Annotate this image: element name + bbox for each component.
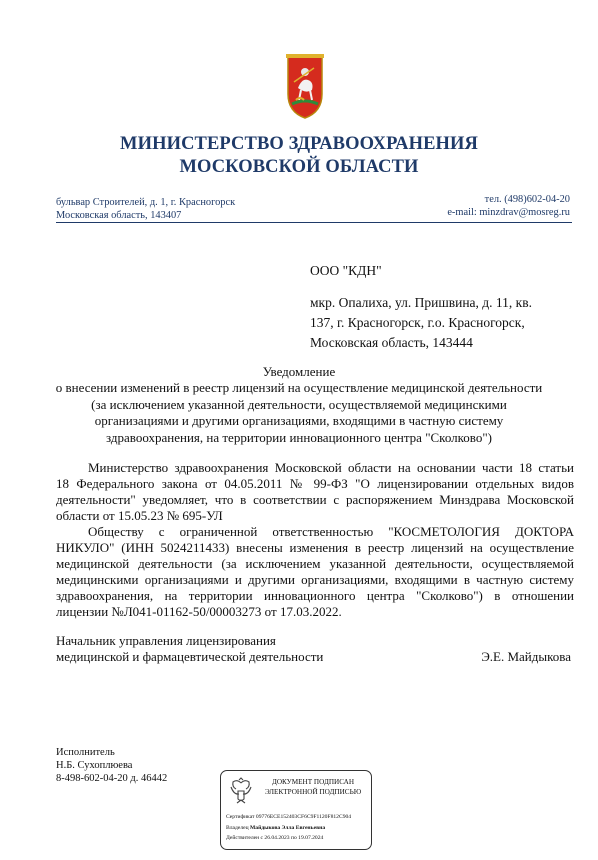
body-line: 18 Федерального закона от 04.05.2011 № 99-ФЗ "О лицензировании отдельных видов — [56, 476, 574, 492]
signatory-position-line1: Начальник управления лицензирования — [56, 633, 276, 648]
stamp-title — [257, 778, 369, 797]
double-headed-eagle-icon — [229, 777, 253, 807]
signatory-position — [56, 633, 323, 665]
stamp-certificate-label: Сертификат — [226, 814, 255, 820]
executor-label: Исполнитель — [56, 747, 115, 758]
body-line: здравоохранения, на территории инновационного центра "Сколково") в отношении — [56, 588, 574, 604]
recipient-org: ООО "КДН" — [310, 263, 382, 278]
notice-subject-line: здравоохранения, на территории инновационного центра "Сколково") — [106, 429, 492, 445]
header-divider — [56, 222, 572, 223]
signatory-position-line2: медицинской и фармацевтической деятельности — [56, 649, 324, 664]
stamp-validity: Действителен с 26.04.2023 по 19.07.2024 — [226, 835, 324, 841]
body-line: деятельности" уведомляет, что в соответствии с распоряжением Минздрава Московской — [56, 492, 574, 508]
ministry-title — [0, 133, 598, 179]
address-line1: бульвар Строителей, д. 1, г. Красногорск — [56, 197, 236, 208]
executor-name: Н.Б. Сухоплюева — [56, 760, 133, 771]
body-paragraph-2 — [56, 524, 574, 621]
notice-title: Уведомление — [262, 364, 336, 379]
recipient-address-line: 137, г. Красногорск, г.о. Красногорск, — [310, 315, 525, 330]
recipient-address — [310, 293, 532, 353]
stamp-title-line2: ЭЛЕКТРОННОЙ ПОДПИСЬЮ — [264, 787, 362, 796]
body-line: лицензии №Л041-01162-50/00003273 от 17.03.2022. — [56, 604, 342, 620]
body-paragraph-1 — [56, 460, 574, 524]
stamp-owner-row — [226, 823, 351, 834]
signatory-name: Э.Е. Майдыкова — [481, 649, 571, 664]
address-line2: Московская область, 143407 — [56, 210, 182, 221]
ministry-title-line1: МИНИСТЕРСТВО ЗДРАВООХРАНЕНИЯ — [120, 134, 478, 154]
body-line: области от 15.05.23 № 695-УЛ — [56, 508, 223, 524]
body-line: медицинской деятельности (за исключением указанной деятельности, осуществляемой — [56, 556, 574, 572]
recipient-address-line: мкр. Опалиха, ул. Пришвина, д. 11, кв. — [310, 295, 532, 310]
body-line: Обществу с ограниченной ответственностью "КОСМЕТОЛОГИЯ ДОКТОРА — [88, 524, 574, 539]
stamp-details — [226, 812, 351, 844]
notice-subject-line: организациями и другими организациями, входящими в частную систему — [94, 413, 504, 429]
body-line: Министерство здравоохранения Московской области на основании части 18 статьи — [88, 460, 574, 475]
ministry-address — [56, 196, 235, 222]
ministry-title-line2: МОСКОВСКОЙ ОБЛАСТИ — [179, 157, 419, 177]
e-signature-stamp — [220, 770, 372, 850]
body-line: медицинскими организациями и другими организациями, входящими в частную систему — [56, 572, 574, 588]
recipient-address-line: Московская область, 143444 — [310, 335, 473, 350]
ministry-phone: тел. (498)602-04-20 — [484, 194, 570, 205]
stamp-certificate-row — [226, 812, 351, 823]
body-line: НИКУЛО" (ИНН 5024211433) внесены изменения в реестр лицензий на осуществление — [56, 540, 574, 556]
notice-subject-line: (за исключением указанной деятельности, осуществляемой медицинскими — [91, 396, 507, 412]
ministry-email[interactable]: e-mail: minzdrav@mosreg.ru — [447, 207, 570, 218]
coat-of-arms-icon — [284, 54, 326, 120]
executor-block — [56, 746, 167, 785]
stamp-title-line1: ДОКУМЕНТ ПОДПИСАН — [271, 778, 355, 786]
executor-phone: 8-498-602-04-20 д. 46442 — [56, 773, 168, 784]
ministry-contacts — [447, 193, 570, 219]
stamp-owner-value: Майдыкова Элла Евгеньевна — [250, 824, 326, 831]
stamp-owner-label: Владелец — [226, 824, 249, 831]
notice-subject-line: о внесении изменений в реестр лицензий на осуществление медицинской деятельности — [55, 380, 543, 396]
stamp-certificate-value: 09776ECE152403CF6C9F1120F812C904 — [255, 814, 352, 820]
notice-heading — [0, 364, 598, 446]
